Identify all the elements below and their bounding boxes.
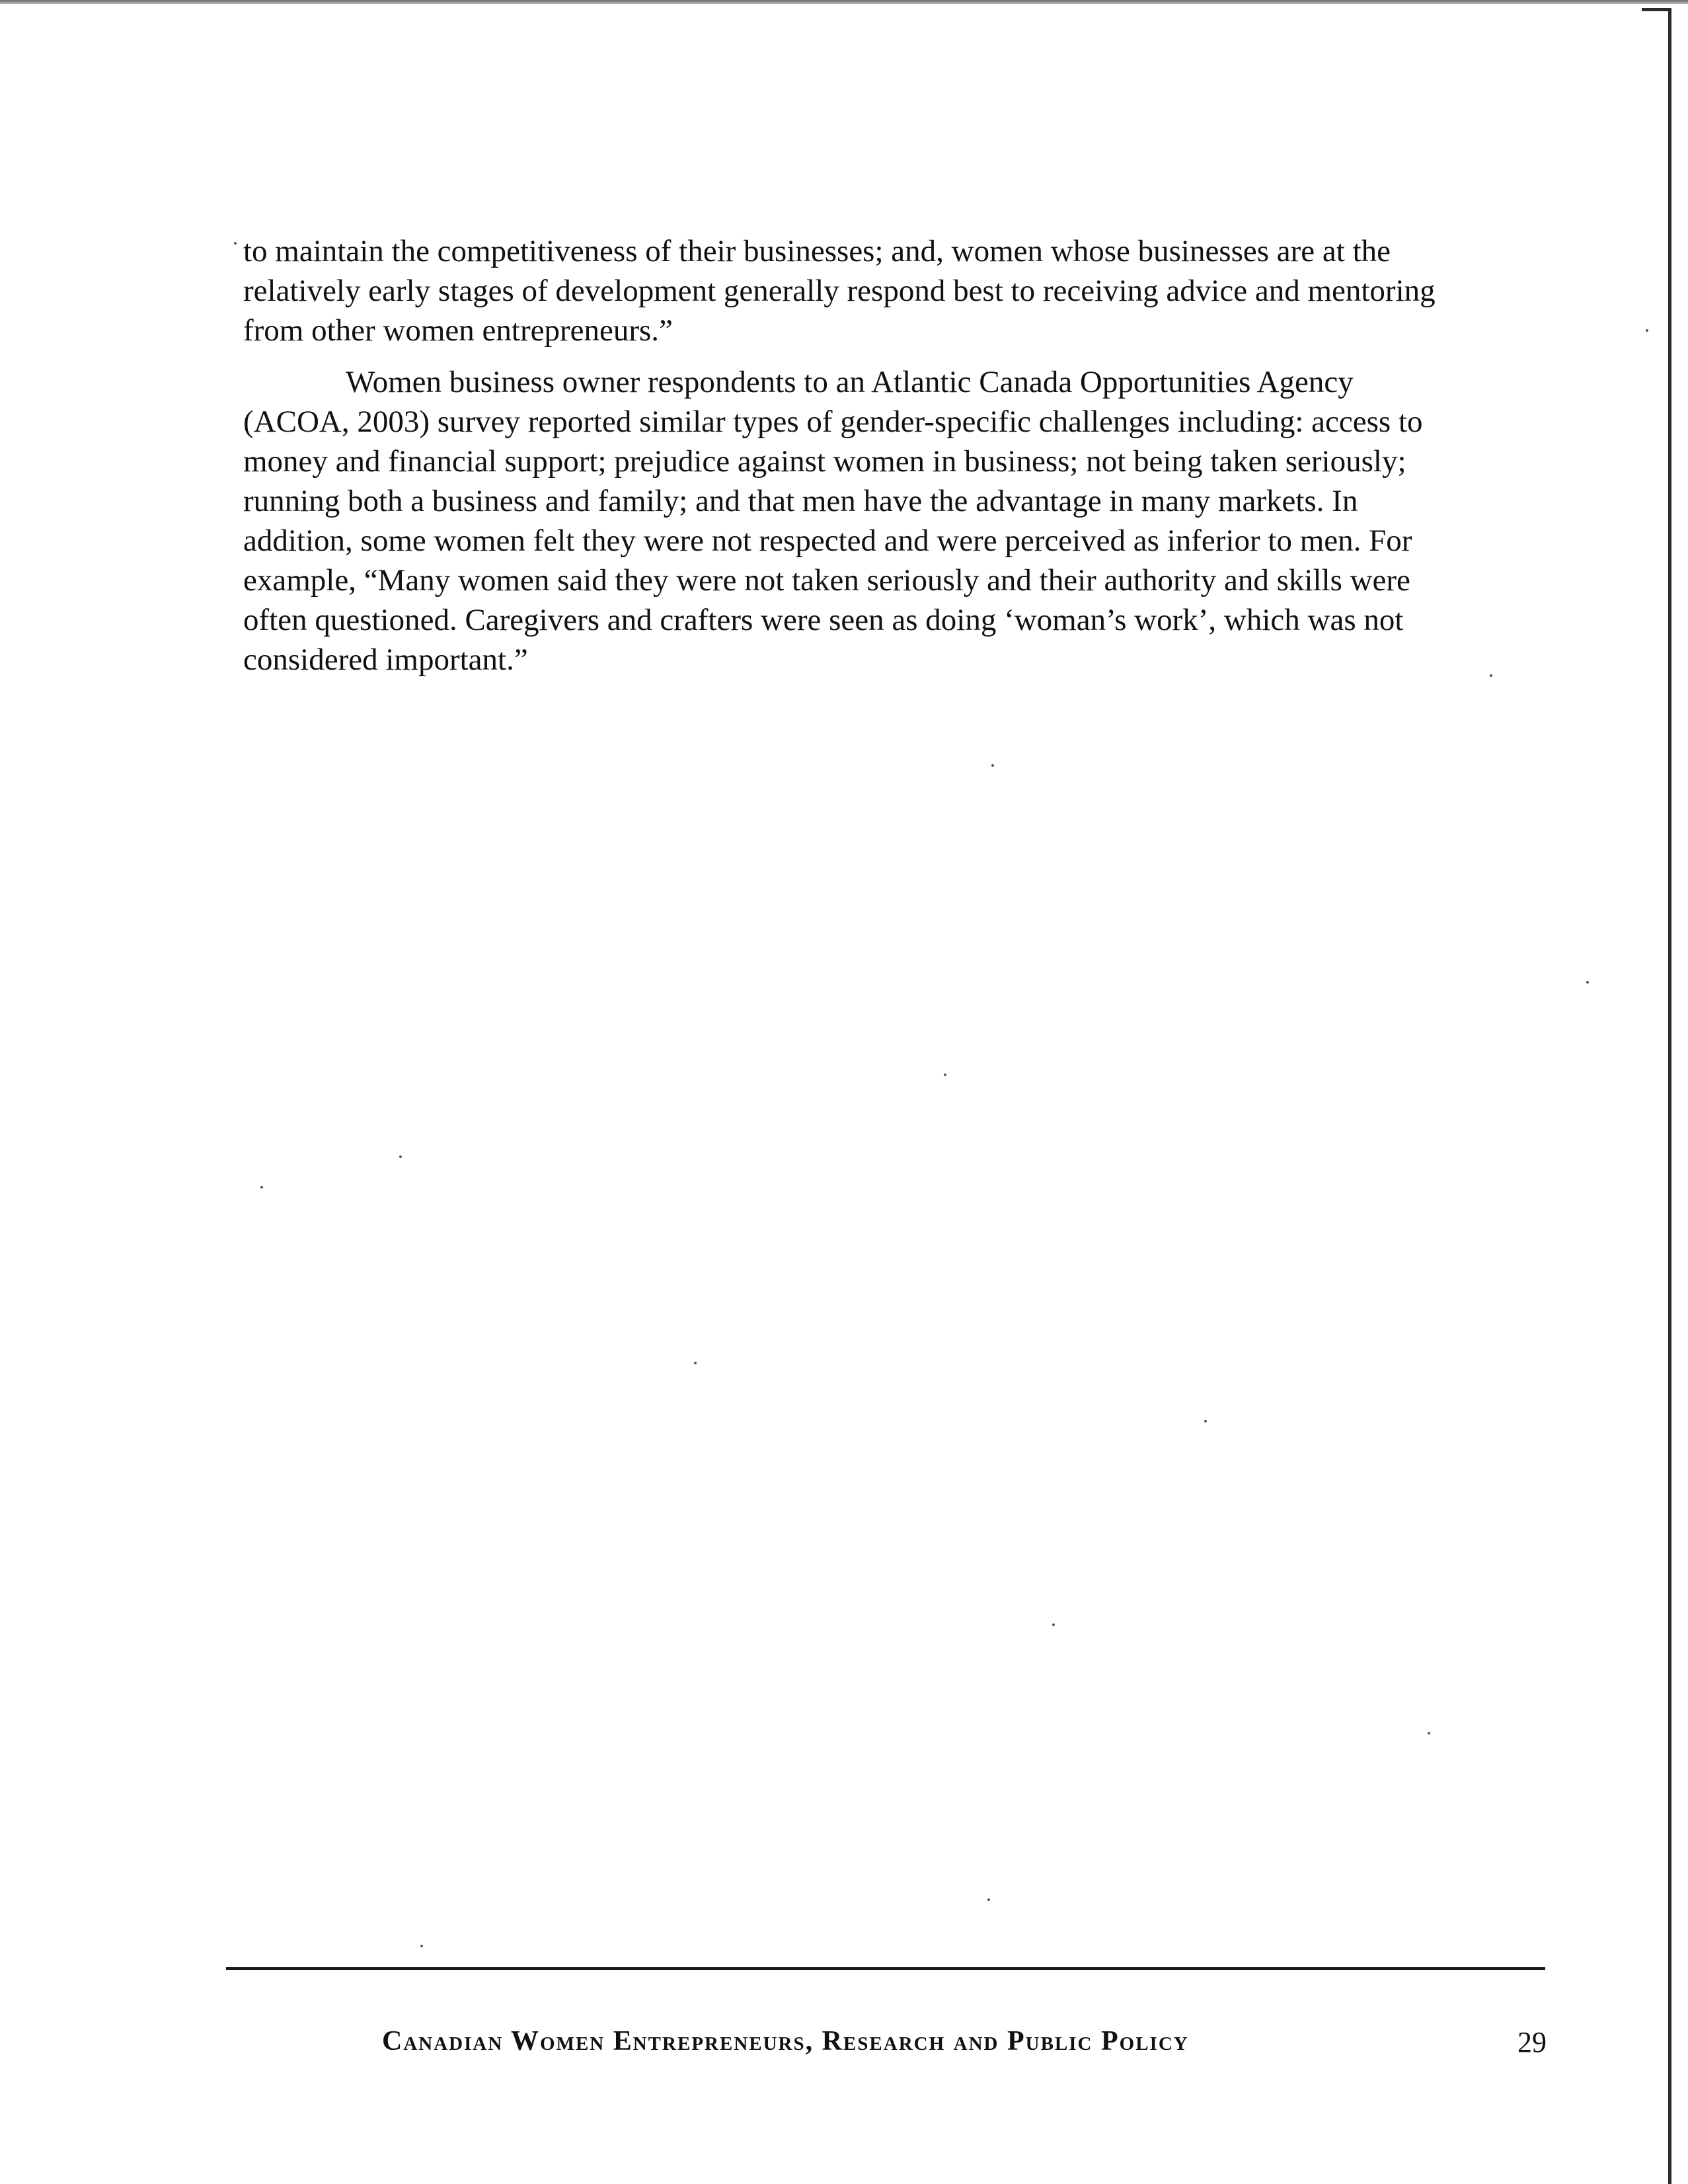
text-line: money and financial support; prejudice against women in business; not being taken seriously; — [243, 444, 1406, 479]
running-footer-title: Canadian Women Entrepreneurs, Research and Public Policy — [382, 2026, 1189, 2056]
scan-speck — [1204, 1420, 1207, 1423]
scan-speck — [1646, 329, 1648, 332]
footer-rule — [226, 1967, 1545, 1970]
scan-speck — [1052, 1623, 1055, 1626]
text-line: example, “Many women said they were not taken seriously and their authority and skills were — [243, 563, 1410, 598]
text-line: to maintain the competitiveness of their businesses; and, women whose businesses are at the — [243, 234, 1391, 268]
scan-top-edge — [0, 0, 1688, 4]
scan-speck — [1586, 981, 1589, 984]
text-line: running both a business and family; and that men have the advantage in many markets. In — [243, 484, 1358, 518]
scan-speck — [260, 1186, 263, 1189]
scan-speck — [1428, 1732, 1430, 1735]
scan-speck — [420, 1945, 423, 1947]
text-line: addition, some women felt they were not respected and were perceived as inferior to men. For — [243, 524, 1412, 558]
scan-right-corner — [1642, 8, 1671, 11]
text-line: relatively early stages of development generally respond best to receiving advice and mentoring — [243, 274, 1436, 308]
text-line: (ACOA, 2003) survey reported similar types of gender-specific challenges including: access to — [243, 405, 1423, 439]
scan-speck — [987, 1898, 990, 1901]
text-line: considered important.” — [243, 643, 528, 677]
scan-speck — [234, 242, 237, 245]
text-line: from other women entrepreneurs.” — [243, 313, 673, 348]
scan-speck — [991, 764, 994, 767]
paragraph-continued — [243, 231, 1532, 350]
paragraph-acoa-survey — [243, 362, 1532, 680]
body-text — [243, 231, 1532, 680]
scan-speck — [944, 1073, 946, 1076]
scan-speck — [1490, 674, 1492, 677]
page-number: 29 — [1517, 2026, 1547, 2058]
text-line: often questioned. Caregivers and crafters were seen as doing ‘woman’s work’, which was not — [243, 603, 1404, 637]
scan-speck — [399, 1155, 402, 1158]
scan-right-edge — [1668, 8, 1671, 2184]
scan-speck — [694, 1362, 697, 1364]
text-line: Women business owner respondents to an Atlantic Canada Opportunities Agency — [346, 365, 1354, 399]
